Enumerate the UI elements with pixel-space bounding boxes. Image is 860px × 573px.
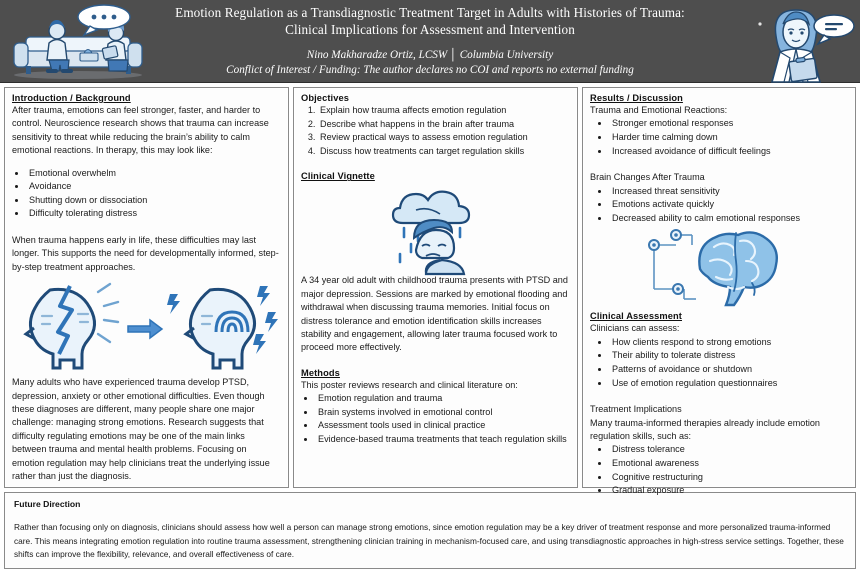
methods-bullet-list [301, 392, 570, 446]
list-item: • Cognitive restructuring [610, 471, 848, 485]
results-reactions-list [590, 117, 848, 158]
list-item: • Distress tolerance [610, 443, 848, 457]
poster-columns [0, 83, 860, 496]
list-item: • Gradual exposure [610, 484, 848, 498]
list-item: • Difficulty tolerating distress [27, 207, 281, 221]
introduction-paragraph-2: When trauma happens early in life, these difficulties may last longer. This supports the need for developmentally informed, step-by-step treatment approaches. [12, 235, 279, 272]
footer-wrap [0, 488, 860, 573]
introduction-paragraph-1: After trauma, emotions can feel stronger, faster, and harder to control. Neuroscience research shows that trauma can increase sensitivity to threat while reducing the brain’s ability to calm emotional reactions. In therapy, this may look like: [12, 105, 269, 156]
list-item: • Use of emotion regulation questionnaires [610, 377, 848, 391]
results-subheading-reactions: Trauma and Emotional Reactions: [590, 105, 728, 115]
treatment-implications-heading: Treatment Implications [590, 404, 682, 415]
treatment-bullet-list [590, 443, 848, 497]
assessment-intro: Clinicians can assess: [590, 323, 680, 334]
section-heading-future-direction: Future Direction [14, 499, 81, 509]
panel-results-discussion [582, 87, 856, 496]
page-title [150, 4, 710, 38]
section-heading-methods: Methods [301, 367, 340, 378]
list-item: 3. Review practical ways to assess emotion regulation [318, 131, 570, 145]
future-direction-text: Rather than focusing only on diagnosis, clinicians should assess how well a person can manage strong emotions, since emotion regulation may be a key driver of treatment response and more personalized trauma-informed care. This means integrating emotion regulation into routine trauma assessment, strengthening clinician training in mechanism-focused care, and using transdiagnostic approaches in high-stress service settings. Together, these shifts can improve the flexibility, relevance, and overall effectiveness of care. [14, 522, 844, 560]
brain-network-illustration [590, 225, 848, 311]
poster-header [0, 0, 860, 83]
column-results-discussion [582, 87, 856, 496]
list-item: • Evidence-based trauma treatments that teach regulation skills [316, 433, 570, 447]
list-item: • Stronger emotional responses [610, 117, 848, 131]
sad-person-rain-cloud-illustration [301, 182, 570, 274]
section-heading-introduction: Introduction / Background [12, 93, 131, 103]
introduction-bullet-list [12, 167, 281, 221]
section-heading-clinical-vignette: Clinical Vignette [301, 171, 375, 182]
brain-trauma-heads-illustration [12, 276, 281, 376]
list-item: • Their ability to tolerate distress [610, 349, 848, 363]
column-objectives-methods [293, 87, 578, 488]
list-item: • Assessment tools used in clinical practice [316, 419, 570, 433]
list-item: • Emotion regulation and trauma [316, 392, 570, 406]
introduction-paragraph-3: Many adults who have experienced trauma develop PTSD, depression, anxiety or other emotional difficulties. Even though these diagnoses are different, many people share one major challenge: managing strong emotions. Research suggests that difficulty regulating emotions may be one of the main links between trauma and mental health problems. Focusing on emotion regulation may help clinicians treat the underlying issue rather than just the diagnosis. [12, 377, 270, 482]
panel-introduction [4, 87, 289, 488]
list-item: • Patterns of avoidance or shutdown [610, 363, 848, 377]
treatment-implications-intro: Many trauma-informed therapies already include emotion regulation skills, such as: [590, 417, 820, 441]
page-title-line1: Emotion Regulation as a Transdiagnostic Treatment Target in Adults with Histories of Trauma: [175, 5, 685, 20]
list-item: • Decreased ability to calm emotional responses [610, 212, 848, 226]
page-title-line2: Clinical Implications for Assessment and Intervention [285, 22, 575, 37]
list-item: • Increased avoidance of difficult feelings [610, 145, 848, 159]
panel-objectives-methods [293, 87, 578, 488]
list-item: • Shutting down or dissociation [27, 194, 281, 208]
list-item: • Brain systems involved in emotional control [316, 406, 570, 420]
results-subheading-brain-changes: Brain Changes After Trauma [590, 172, 705, 183]
section-heading-results: Results / Discussion [590, 93, 683, 103]
therapy-session-illustration [4, 3, 152, 81]
list-item: 1. Explain how trauma affects emotion regulation [318, 104, 570, 118]
section-heading-clinical-assessment: Clinical Assessment [590, 311, 682, 322]
list-item: 4. Discuss how treatments can target regulation skills [318, 145, 570, 159]
poster-coi-statement: Conflict of Interest / Funding: The author declares no COI and reports no external funding [226, 64, 634, 76]
list-item: • Increased threat sensitivity [610, 185, 848, 199]
list-item: • Emotional overwhelm [27, 167, 281, 181]
objectives-list [301, 104, 570, 158]
column-introduction [4, 87, 289, 488]
section-heading-objectives: Objectives [301, 93, 350, 103]
panel-future-direction [4, 492, 856, 569]
results-brain-changes-list [590, 185, 848, 226]
list-item: 2. Describe what happens in the brain after trauma [318, 118, 570, 132]
list-item: • Avoidance [27, 180, 281, 194]
list-item: • Harder time calming down [610, 131, 848, 145]
clinician-illustration [746, 2, 856, 82]
poster-authors: Nino Makharadze Ortiz, LCSW │ Columbia University [306, 49, 554, 61]
list-item: • Emotions activate quickly [610, 198, 848, 212]
list-item: • How clients respond to strong emotions [610, 336, 848, 350]
clinical-vignette-text: A 34 year old adult with childhood trauma presents with PTSD and major depression. Sessions are marked by emotional flooding and withdrawal when discussing trauma memories. Initial focus on distress tolerance and emotion identification skills increases stability and engagement, allowing later trauma focused work to proceed more effectively. [301, 275, 568, 353]
methods-intro: This poster reviews research and clinical literature on: [301, 379, 518, 390]
header-text-block [150, 4, 710, 78]
list-item: • Emotional awareness [610, 457, 848, 471]
assessment-bullet-list [590, 336, 848, 390]
